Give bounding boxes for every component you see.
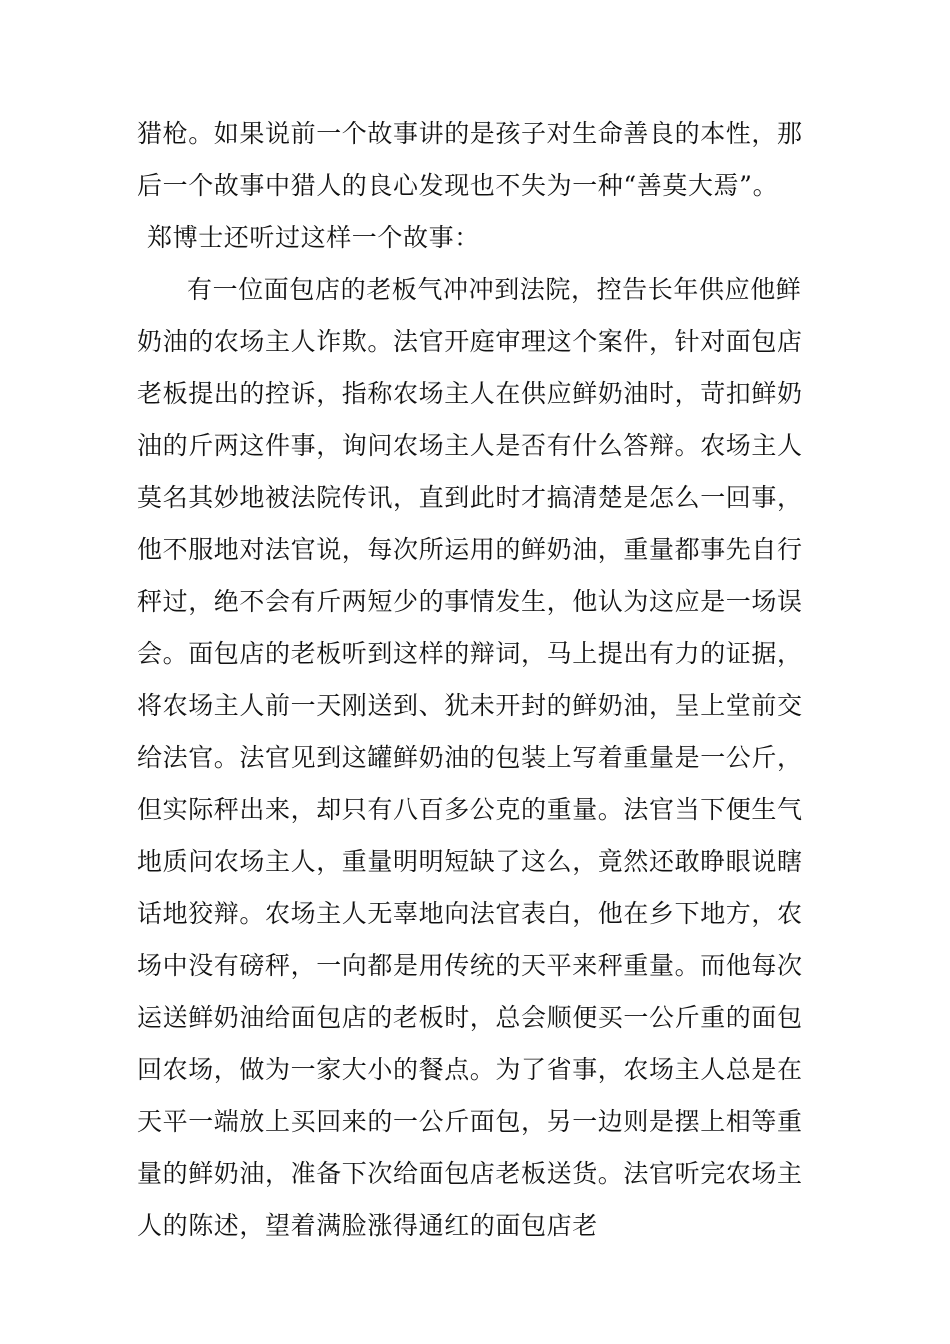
paragraph-first-line: 有一位面包店的老板气冲冲到法院，控告长年供应他鲜 <box>187 275 802 304</box>
text-line: 将农场主人前一天刚送到、犹未开封的鲜奶油，呈上堂前交 <box>137 691 803 720</box>
text-line: 回农场，做为一家大小的餐点。为了省事，农场主人总是在 <box>137 1055 803 1084</box>
text-line: 给法官。法官见到这罐鲜奶油的包装上写着重量是一公斤， <box>137 743 803 772</box>
text-line: 话地狡辩。农场主人无辜地向法官表白，他在乡下地方，农 <box>137 899 803 928</box>
text-line: 后一个故事中猎人的良心发现也不失为一种“善莫大焉”。 <box>137 171 779 200</box>
text-line: 猎枪。如果说前一个故事讲的是孩子对生命善良的本性，那 <box>137 119 803 148</box>
text-line: 郑博士还听过这样一个故事： <box>147 223 480 252</box>
text-line: 人的陈述，望着满脸涨得通红的面包店老 <box>137 1211 598 1240</box>
text-line: 秤过，绝不会有斤两短少的事情发生，他认为这应是一场误 <box>137 587 803 616</box>
text-line: 老板提出的控诉，指称农场主人在供应鲜奶油时，苛扣鲜奶 <box>137 379 803 408</box>
text-line: 他不服地对法官说，每次所运用的鲜奶油，重量都事先自行 <box>137 535 803 564</box>
text-line: 油的斤两这件事，询问农场主人是否有什么答辩。农场主人 <box>137 431 803 460</box>
text-line: 莫名其妙地被法院传讯，直到此时才搞清楚是怎么一回事， <box>137 483 803 512</box>
text-line: 天平一端放上买回来的一公斤面包，另一边则是摆上相等重 <box>137 1107 803 1136</box>
text-line: 场中没有磅秤，一向都是用传统的天平来秤重量。而他每次 <box>137 951 803 980</box>
text-line: 地质问农场主人，重量明明短缺了这么，竟然还敢睁眼说瞎 <box>137 847 803 876</box>
text-line: 量的鲜奶油，准备下次给面包店老板送货。法官听完农场主 <box>137 1159 803 1188</box>
text-line: 会。面包店的老板听到这样的辩词，马上提出有力的证据， <box>137 639 803 668</box>
text-line: 运送鲜奶油给面包店的老板时，总会顺便买一公斤重的面包 <box>137 1003 803 1032</box>
text-line: 但实际秤出来，却只有八百多公克的重量。法官当下便生气 <box>137 795 803 824</box>
text-line: 奶油的农场主人诈欺。法官开庭审理这个案件，针对面包店 <box>137 327 803 356</box>
